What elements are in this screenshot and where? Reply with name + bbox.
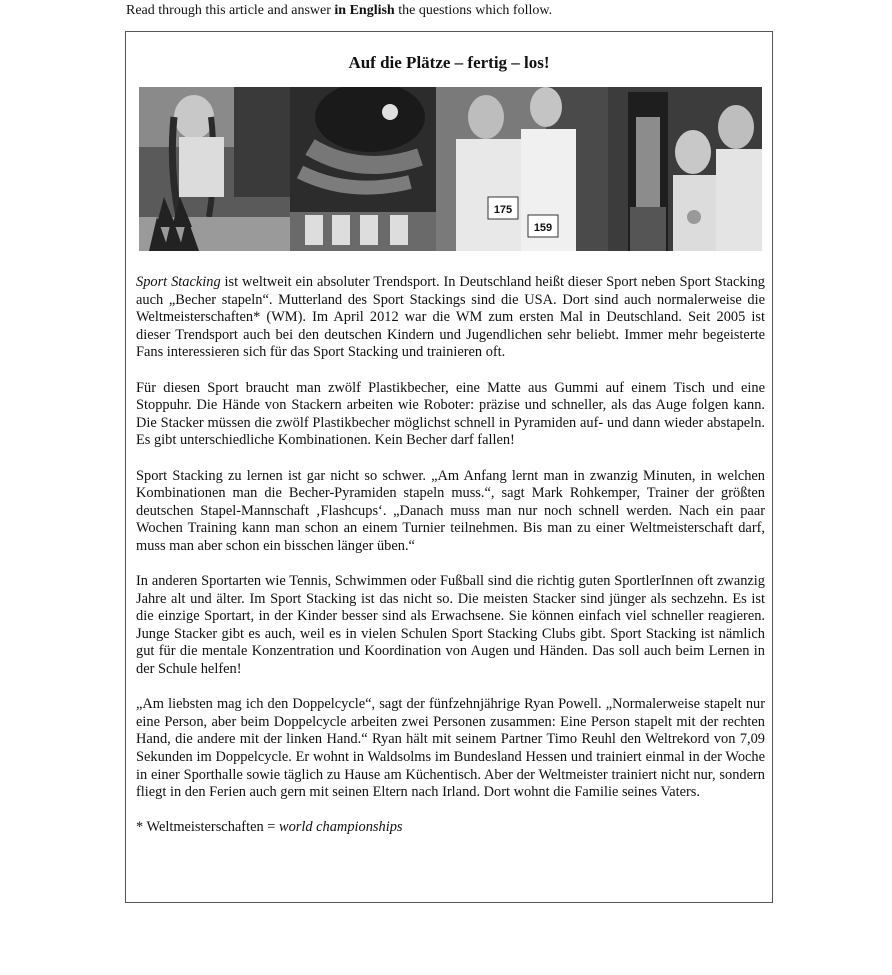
paragraph-1-text: ist weltweit ein absoluter Trendsport. In Deutschland heißt dieser Sport neben Sport Stacking auch „Becher stapeln“. Mutterland des Sport Stackings sind die USA. Dort sind auch normalerweise die Weltmeisterschaften* (WM). Im April 2012 war die WM zum ersten Mal in Deutschland. Seit 2005 ist dieser Trendsport auch bei den deutschen Kindern und Jugendlichen sehr beliebt. Immer mehr begeisterte Fans interessieren sich für das Sport Stacking und trainieren oft.: [136, 274, 765, 361]
paragraph-2: Für diesen Sport braucht man zwölf Plastikbecher, eine Matte aus Gummi auf einem Tisch und eine Stoppuhr. Die Hände von Stackern arbeiten wie Roboter: präzise und schneller, als das Auge folgen kann. Die Stacker müssen die zwölf Plastikbecher möglichst schnell in Pyramiden auf- und dann wieder abstapeln. Es gibt unterschiedliche Kombinationen. Kein Becher darf fallen!: [136, 379, 765, 449]
instruction-text-end: the questions which follow.: [394, 3, 553, 18]
article-body: [136, 274, 765, 837]
paragraph-5: „Am liebsten mag ich den Doppelcycle“, sagt der fünfzehnjährige Ryan Powell. „Normalerweise stapelt nur eine Person, aber beim Doppelcycle arbeiten zwei Personen zusammen: Eine Person stapelt mit der rechten Hand, die andere mit der linken Hand.“ Ryan hält mit seinem Partner Timo Reuhl den Weltrekord von 7,09 Sekunden im Doppelcycle. Er wohnt in Waldsolms im Bundesland Hessen und trainiert einmal in der Woche in einer Sporthalle sowie täglich zu Hause am Küchentisch. Aber der Weltmeister trainiert nicht nur, sondern fliegt in den Ferien auch gern mit seinen Eltern nach Irland. Dort wohnt die Familie seines Vaters.: [136, 696, 765, 801]
instruction-line: [126, 3, 552, 19]
photo-trophy: [608, 87, 762, 251]
photo-fast-hands: [290, 87, 436, 251]
footnote: [136, 819, 765, 837]
bib-number-1: 175: [493, 204, 513, 216]
paragraph-1-italic: Sport Stacking: [136, 274, 221, 290]
footnote-term: * Weltmeisterschaften =: [136, 819, 279, 836]
bib-number-2: 159: [533, 222, 553, 234]
article-frame: [125, 31, 773, 903]
article-title: Auf die Plätze – fertig – los!: [348, 53, 550, 72]
photo-two-boys: [436, 87, 608, 251]
instruction-text: Read through this article and answer: [126, 3, 335, 18]
paragraph-4: In anderen Sportarten wie Tennis, Schwimmen oder Fußball sind die richtig guten SportlerInnen oft zwanzig Jahre alt und älter. Im Sport Stacking ist das nicht so. Die meisten Stacker sind jünger als sechzehn. Es ist die einzige Sportart, in der Kinder besser sind als Erwachsene. Sie können einfach viel schneller reagieren. Junge Stacker gibt es auch, weil es in vielen Schulen Sport Stacking Clubs gibt. Sport Stacking ist nämlich gut für die mentale Konzentration und Koordination von Augen und Händen. Das soll auch beim Lernen in der Schule helfen!: [136, 573, 765, 678]
footnote-translation: world championships: [278, 819, 403, 836]
paragraph-1: [136, 274, 765, 362]
paragraph-3: Sport Stacking zu lernen ist gar nicht so schwer. „Am Anfang lernt man in zwanzig Minuten, in welchen Kombinationen man die Becher-Pyramiden stapeln muss.“, sagt Mark Rohkemper, Trainer der größten deutschen Stapel-Mannschaft ‚Flashcups‘. „Danach muss man nur noch schnell werden. Nach ein paar Wochen Training kann man schon an einem Turnier teilnehmen. Bis man zu einer Weltmeisterschaft darf, muss man aber schon ein bisschen länger üben.“: [136, 467, 765, 554]
photo-girl-stacking: [139, 87, 290, 251]
instruction-emphasis: in English: [334, 3, 395, 18]
photo-strip: [139, 87, 762, 251]
